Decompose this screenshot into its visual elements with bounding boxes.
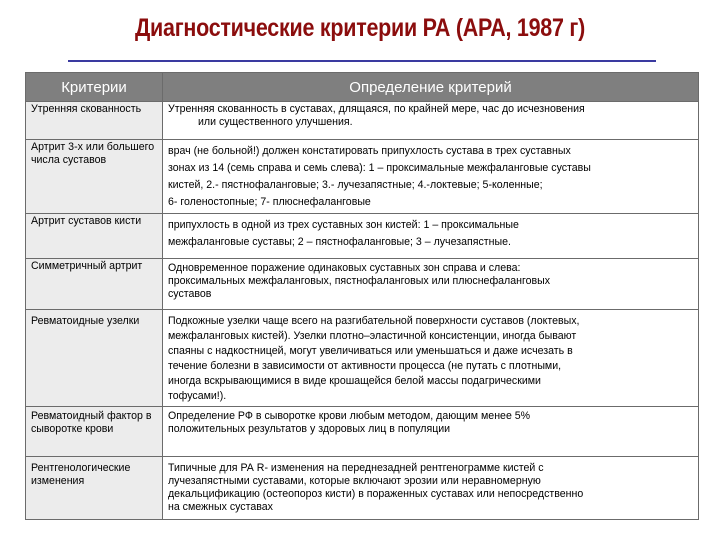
definition-cell	[163, 407, 699, 457]
table-row	[26, 310, 699, 407]
table-row	[26, 259, 699, 310]
definition-cell	[163, 457, 699, 520]
definition-line: проксимальных межфаланговых, пястнофаланговых или плюснефаланговых	[168, 275, 551, 287]
definition-line: Подкожные узелки чаще всего на разгибательной поверхности суставов (локтевых,	[168, 315, 580, 327]
table-row	[26, 407, 699, 457]
definition-line: межфаланговые суставы; 2 – пястнофаланговые; 3 – лучезапястные.	[168, 236, 511, 248]
definition-line: межфаланговых кистей). Узелки плотно–эластичной консистенции, иногда бывают	[168, 330, 577, 342]
table-row	[26, 102, 699, 140]
definition-line: кистей, 2.- пястнофаланговые; 3.- лучезапястные; 4.-локтевые; 5-коленные;	[168, 179, 543, 191]
criterion-cell: Утренняя скованность	[26, 102, 163, 140]
slide-title: Диагностические критерии РА (АРА, 1987 г)	[134, 14, 586, 42]
definition-cell	[163, 259, 699, 310]
definition-line: Одновременное поражение одинаковых суставных зон справа и слева:	[168, 262, 521, 274]
header-definition: Определение критерий	[163, 73, 699, 102]
definition-cell	[163, 102, 699, 140]
definition-line: на смежных суставах	[168, 501, 273, 513]
title-underline	[68, 60, 656, 62]
definition-line: суставов	[168, 288, 212, 300]
table-row	[26, 457, 699, 520]
criterion-cell: Симметричный артрит	[26, 259, 163, 310]
table-header-row	[26, 73, 699, 102]
definition-line: положительных результатов у здоровых лиц в популяции	[168, 423, 451, 435]
definition-line: лучезапястными суставами, которые включают эрозии или неравномерную	[168, 475, 541, 487]
definition-line: течение болезни в зависимости от активности процесса (не путать с плотными,	[168, 360, 562, 372]
criterion-cell: Артрит 3-х или большего числа суставов	[26, 140, 163, 214]
definition-cell	[163, 140, 699, 214]
definition-cell	[163, 310, 699, 407]
definition-line: Определение РФ в сыворотке крови любым методом, дающим менее 5%	[168, 410, 531, 422]
definition-line: или существенного улучшения.	[198, 116, 353, 128]
definition-line: врач (не больной!) должен констатировать припухлость сустава в трех суставных	[168, 145, 571, 157]
definition-line: Утренняя скованность в суставах, длящаяся, по крайней мере, час до исчезновения	[168, 103, 585, 115]
table-row	[26, 140, 699, 214]
header-criteria: Критерии	[26, 73, 163, 102]
criteria-table	[25, 72, 699, 520]
definition-line: тофусами!).	[168, 390, 227, 402]
criterion-cell: Рентгенологические изменения	[26, 457, 163, 520]
definition-line: зонах из 14 (семь справа и семь слева): 1 – проксимальные межфаланговые суставы	[168, 162, 591, 174]
definition-line: припухлость в одной из трех суставных зон кистей: 1 – проксимальные	[168, 219, 519, 231]
criterion-cell: Артрит суставов кисти	[26, 214, 163, 259]
definition-cell	[163, 214, 699, 259]
table-row	[26, 214, 699, 259]
definition-line: иногда вскрывающимися в виде крошащейся белой массы подагрическими	[168, 375, 541, 387]
definition-line: спаяны с надкостницей, могут увеличиваться или уменьшаться и даже исчезать в	[168, 345, 573, 357]
definition-line: Типичные для РА R- изменения на переднезадней рентгенограмме кистей с	[168, 462, 544, 474]
criterion-cell: Ревматоидные узелки	[26, 310, 163, 407]
criterion-cell: Ревматоидный фактор в сыворотке крови	[26, 407, 163, 457]
definition-line: 6- голеностопные; 7- плюснефаланговые	[168, 196, 371, 208]
definition-line: декальцификацию (остеопороз кисти) в пораженных суставах или непосредственно	[168, 488, 584, 500]
